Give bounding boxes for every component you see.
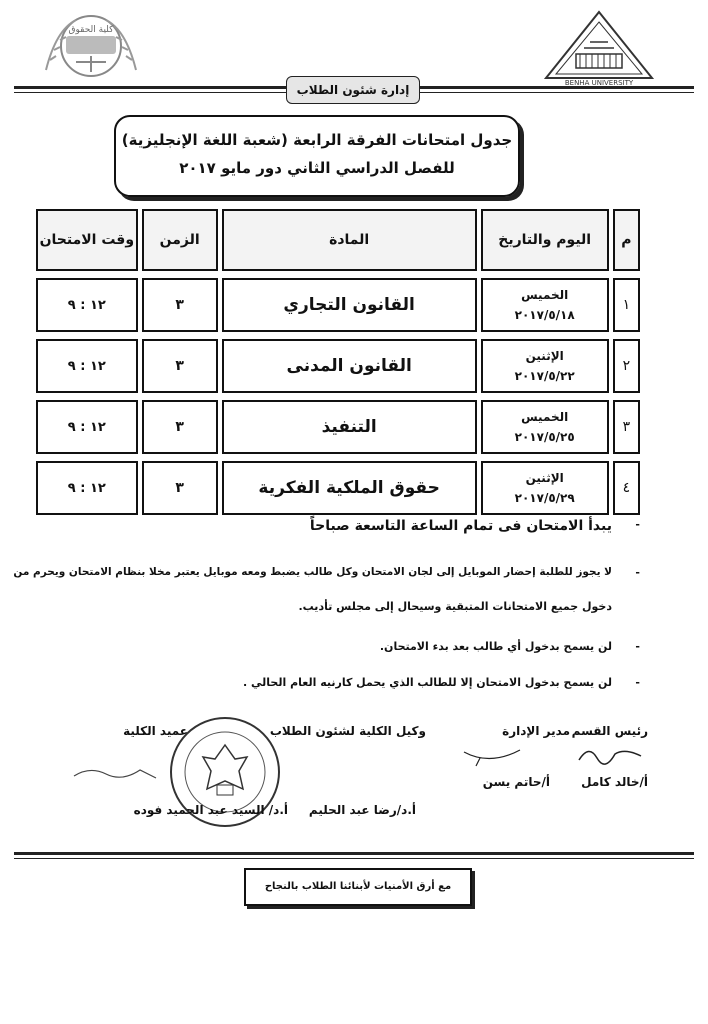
- row-date-cell: [481, 400, 609, 454]
- row-duration: ٣: [142, 400, 218, 454]
- table-row: [36, 461, 640, 515]
- row-subject: حقوق الملكية الفكرية: [222, 461, 477, 515]
- row-date: ٢٠١٧/٥/٢٩: [514, 491, 575, 505]
- row-time: ١٢ : ٩: [36, 278, 138, 332]
- dean-name: أ.د/ السيد عبد الحميد فوده: [133, 803, 288, 817]
- row-num: ٣: [613, 400, 640, 454]
- row-day: الإثنين: [525, 471, 564, 485]
- row-date: ٢٠١٧/٥/٢٢: [514, 369, 575, 383]
- table-row: [36, 278, 640, 332]
- head-title: رئيس القسم: [571, 724, 648, 738]
- row-num: ٢: [613, 339, 640, 393]
- vice-dean-title: وكيل الكلية لشئون الطلاب: [269, 724, 426, 738]
- manager-title: مدير الإدارة: [502, 724, 570, 738]
- footer-rule-thin: [14, 858, 694, 859]
- university-name: BENHA UNIVERSITY: [564, 79, 634, 86]
- manager-name: أ/حاتم يسن: [482, 775, 550, 789]
- row-day: الخميس: [521, 410, 569, 424]
- header-duration: الزمن: [142, 209, 218, 271]
- title-line-1: جدول امتحانات الفرقة الرابعة (شعبة اللغة الإنجليزية): [121, 131, 513, 149]
- signature-scribble: [460, 744, 530, 770]
- row-date-cell: [481, 339, 609, 393]
- row-num: ٤: [613, 461, 640, 515]
- row-time: ١٢ : ٩: [36, 339, 138, 393]
- logo-text: كلية الحقوق: [68, 25, 114, 35]
- faculty-of-law-logo: [36, 10, 146, 82]
- title-line-2: للفصل الدراسي الثاني دور مايو ٢٠١٧: [179, 159, 455, 177]
- row-duration: ٣: [142, 278, 218, 332]
- header-time: وقت الامتحان: [36, 209, 138, 271]
- header-date: اليوم والتاريخ: [481, 209, 609, 271]
- header-num: م: [613, 209, 640, 271]
- benha-university-logo: [540, 8, 658, 86]
- dean-title: عميد الكلية: [123, 724, 188, 738]
- title-box: [114, 115, 520, 197]
- signature-scribble: [70, 762, 160, 784]
- signature-scribble: [575, 740, 645, 770]
- exam-schedule-table: [32, 202, 644, 522]
- row-time: ١٢ : ٩: [36, 400, 138, 454]
- head-name: أ/خالد كامل: [581, 775, 648, 789]
- vice-dean-name: أ.د/رضا عبد الحليم: [308, 803, 416, 817]
- row-day: الإثنين: [525, 349, 564, 363]
- row-date: ٢٠١٧/٥/١٨: [514, 308, 575, 322]
- row-subject: القانون المدنى: [222, 339, 477, 393]
- row-num: ١: [613, 278, 640, 332]
- table-row: [36, 400, 640, 454]
- row-date-cell: [481, 278, 609, 332]
- table-header-row: [36, 209, 640, 271]
- row-date-cell: [481, 461, 609, 515]
- department-label: إدارة شئون الطلاب: [286, 76, 420, 104]
- table-row: [36, 339, 640, 393]
- row-subject: القانون التجاري: [222, 278, 477, 332]
- row-subject: التنفيذ: [222, 400, 477, 454]
- footer-message: مع أرق الأمنيات لأبنائنا الطلاب بالنجاح: [244, 868, 472, 906]
- row-duration: ٣: [142, 339, 218, 393]
- row-date: ٢٠١٧/٥/٢٥: [514, 430, 575, 444]
- footer-rule: [14, 852, 694, 855]
- row-duration: ٣: [142, 461, 218, 515]
- header-subject: المادة: [222, 209, 477, 271]
- row-day: الخميس: [521, 288, 569, 302]
- row-time: ١٢ : ٩: [36, 461, 138, 515]
